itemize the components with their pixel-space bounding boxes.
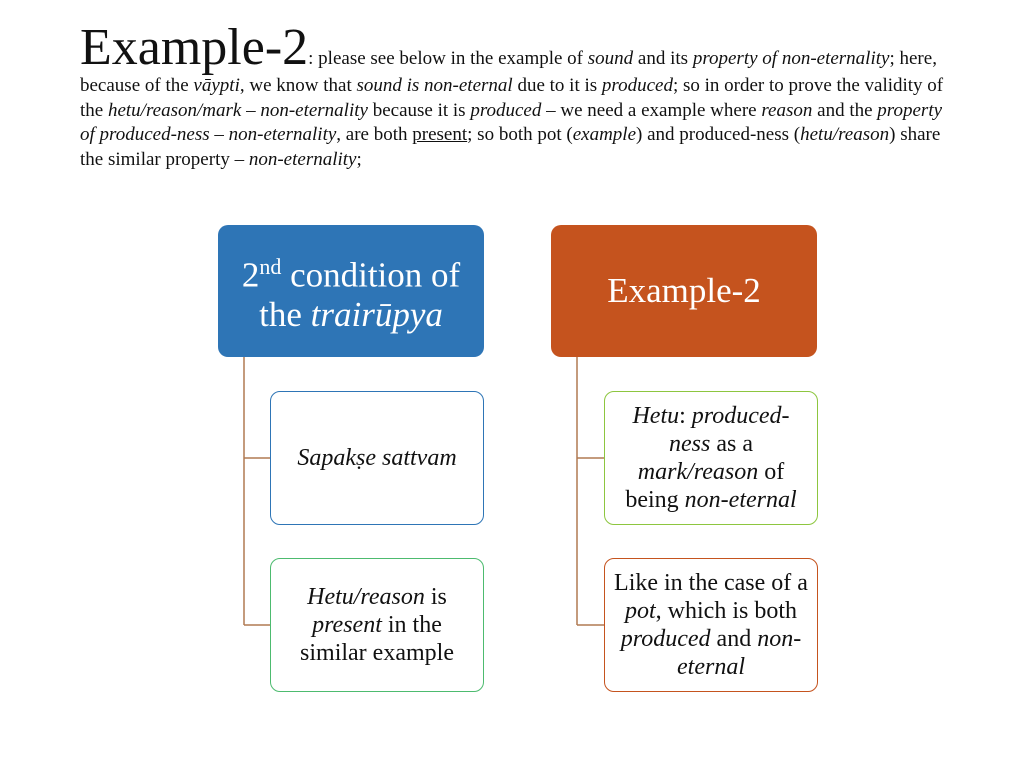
ordinal-suffix: nd <box>259 253 282 279</box>
intro-text: reason <box>761 99 813 121</box>
trairupya-term: trairūpya <box>310 295 443 335</box>
intro-text: and its <box>633 48 693 69</box>
hetu-present-box <box>270 558 484 692</box>
intro-text: due to it is <box>512 75 602 96</box>
intro-text: produced <box>470 99 542 121</box>
produced-ness-term: produced-ness <box>669 403 790 457</box>
sapakse-sattvam-text: Sapakṣe sattvam <box>297 445 457 471</box>
non-eternal-term: non-eternal <box>684 487 797 513</box>
pot-term: pot <box>625 598 656 624</box>
sapakse-sattvam-box <box>270 391 484 525</box>
intro-text: , are both <box>336 124 413 145</box>
condition-number: 2 <box>241 255 260 295</box>
box-text: of being <box>625 459 785 513</box>
intro-text: ; <box>356 148 362 170</box>
intro-text: hetu/reason/mark <box>107 99 242 121</box>
intro-text: ) share the similar property – <box>80 124 941 170</box>
box-text: , which is both <box>655 598 797 624</box>
present-term: present <box>312 612 382 638</box>
example-header-text: Example-2 <box>607 271 761 310</box>
condition-header-line2: the <box>259 295 311 335</box>
hetu-reason-term: Hetu/reason <box>307 584 425 610</box>
intro-text: sound is non-eternal <box>356 75 513 96</box>
intro-text: because it is <box>367 99 471 121</box>
hetu-present-text <box>279 583 475 667</box>
intro-text: sound <box>587 48 634 69</box>
left-connector <box>244 357 270 625</box>
intro-text: ; here, because of the <box>80 48 937 96</box>
intro-text: vāypti <box>193 75 240 96</box>
intro-text: non-eternality <box>228 124 337 145</box>
intro-text: – <box>241 99 261 121</box>
intro-text: , we know that <box>239 75 357 96</box>
intro-text: ; so in order to prove the validity of the <box>80 75 944 121</box>
intro-text: property of produced-ness <box>80 99 943 145</box>
condition-header-line1: condition of <box>281 255 461 295</box>
non-eternal-term: non-eternal <box>677 626 802 680</box>
intro-text: non-eternality <box>248 148 357 170</box>
produced-term: produced <box>620 626 711 652</box>
box-text: : <box>679 403 692 429</box>
intro-text: example <box>572 124 637 145</box>
right-connector <box>577 357 604 625</box>
hetu-produced-ness-box <box>604 391 818 525</box>
intro-text-underlined: present <box>412 124 468 145</box>
slide-title: Example-2 <box>80 19 309 76</box>
box-text: Like in the case of a <box>614 570 808 596</box>
intro-text: – we need a example where <box>541 99 762 121</box>
pot-example-box <box>604 558 818 692</box>
hetu-produced-ness-text <box>613 402 809 514</box>
condition-header-text <box>242 247 460 336</box>
intro-text: non-eternality <box>260 99 368 121</box>
intro-text: property of non-eternality <box>692 48 890 69</box>
intro-text: hetu/reason <box>800 124 890 145</box>
intro-text: produced <box>601 75 673 96</box>
intro-text: and the <box>812 99 878 121</box>
intro-text: ; so both pot ( <box>467 124 573 145</box>
intro-text: : please see below in the example of <box>308 48 588 69</box>
pot-example-text <box>613 569 809 681</box>
box-text: is <box>424 584 447 610</box>
box-text: and <box>710 626 758 652</box>
box-text: in the similar example <box>300 612 454 666</box>
condition-header <box>218 225 484 357</box>
hetu-term: Hetu <box>632 403 680 429</box>
intro-text: – <box>209 124 229 145</box>
box-text: as a <box>710 431 753 457</box>
intro-text: ) and produced-ness ( <box>636 124 801 145</box>
example-header <box>551 225 817 357</box>
mark-reason-term: mark/reason <box>637 459 759 485</box>
